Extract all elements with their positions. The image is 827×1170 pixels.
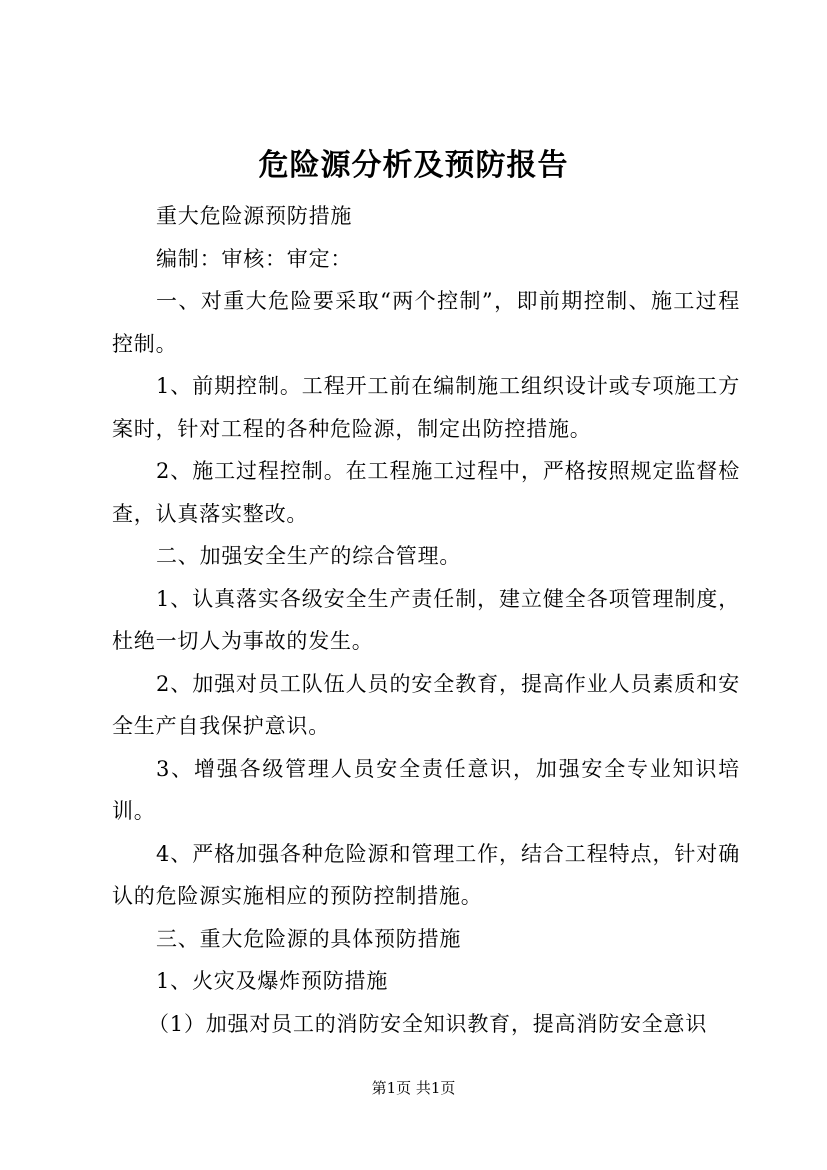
paragraph-item-2-1: 1、认真落实各级安全生产责任制，建立健全各项管理制度，杜绝一切人为事故的发生。	[112, 586, 740, 653]
document-body	[112, 195, 740, 1045]
document-title: 危险源分析及预防报告	[258, 148, 569, 183]
page-footer: 第1页 共1页	[371, 1079, 456, 1097]
paragraph-item-2-2: 2、加强对员工队伍人员的安全教育，提高作业人员素质和安全生产自我保护意识。	[112, 671, 740, 738]
paragraph-item-3-1-1: （1）加强对员工的消防安全知识教育，提高消防安全意识	[148, 1011, 708, 1036]
paragraph-item-2-3: 3、增强各级管理人员安全责任意识，加强安全专业知识培训。	[112, 756, 740, 823]
paragraph-section-1: 一、对重大危险要采取“两个控制”，即前期控制、施工过程控制。	[112, 289, 740, 356]
paragraph-heading-measures: 重大危险源预防措施	[156, 204, 353, 228]
paragraph-section-2: 二、加强安全生产的综合管理。	[156, 544, 462, 568]
paragraph-item-2-4: 4、严格加强各种危险源和管理工作，结合工程特点，针对确认的危险源实施相应的预防控制措施。	[112, 841, 740, 908]
paragraph-item-1-1: 1、前期控制。工程开工前在编制施工组织设计或专项施工方案时，针对工程的各种危险源，制定出防控措施。	[112, 374, 740, 441]
paragraph-item-1-2: 2、施工过程控制。在工程施工过程中，严格按照规定监督检查，认真落实整改。	[112, 459, 740, 526]
paragraph-item-3-1: 1、火灾及爆炸预防措施	[156, 969, 389, 993]
paragraph-section-3: 三、重大危险源的具体预防措施	[156, 926, 462, 951]
paragraph-editors: 编制：审核：审定：	[156, 246, 353, 271]
